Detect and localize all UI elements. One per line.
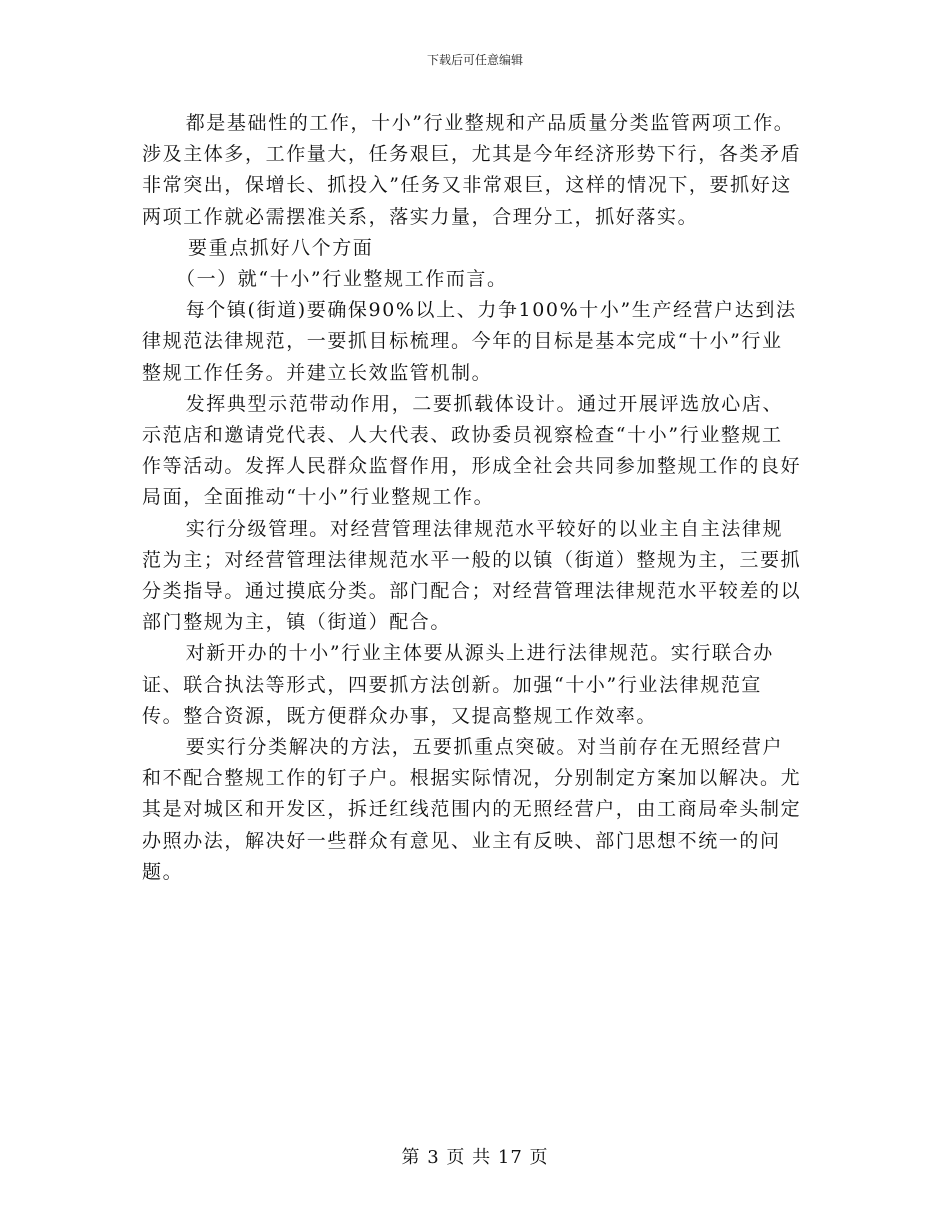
paragraph-intro: 都是基础性的工作，十小”行业整规和产品质量分类监管两项工作。涉及主体多，工作量大，任务艰巨，尤其是今年经济形势下行，各类矛盾非常突出，保增长、抓投入”任务又非常艰巨，这样的情况下，要抓好这两项工作就必需摆准关系，落实力量，合理分工，抓好落实。: [142, 112, 802, 228]
document-body: [142, 108, 802, 888]
page-header: 下载后可任意编辑: [426, 53, 523, 67]
paragraph-classification: 实行分级管理。对经营管理法律规范水平较好的以业主自主法律规范为主；对经营管理法律规范水平一般的以镇（街道）整规为主，三要抓分类指导。通过摸底分类。部门配合；对经营管理法律规范水平较差的以部门整规为主，镇（街道）配合。: [142, 517, 802, 634]
paragraph-method: 对新开办的十小”行业主体要从源头上进行法律规范。实行联合办证、联合执法等形式，四要抓方法创新。加强“十小”行业法律规范宣传。整合资源，既方便群众办事，又提高整规工作效率。: [142, 642, 774, 727]
current-page-number: 3: [427, 1147, 440, 1168]
footer-page-word: 页: [446, 1147, 466, 1168]
page-footer: [0, 1146, 950, 1170]
subsection-heading: （一）就“十小”行业整规工作而言。: [176, 268, 508, 291]
paragraph-target: 每个镇(街道)要确保90%以上、力争100%十小”生产经营户达到法律规范法律规范，一要抓目标梳理。今年的目标是基本完成“十小”行业整规工作任务。并建立长效监管机制。: [142, 299, 797, 384]
footer-suffix: 页: [529, 1147, 549, 1168]
paragraph-breakthrough: 要实行分类解决的方法，五要抓重点突破。对当前存在无照经营户和不配合整规工作的钉子户。根据实际情况，分别制定方案加以解决。尤其是对城区和开发区，拆迁红线范围内的无照经营户，由工商局牵头制定办照办法，解决好一些群众有意见、业主有反映、部门思想不统一的问题。: [142, 736, 802, 883]
footer-prefix: 第: [401, 1147, 421, 1168]
paragraph-carrier: 发挥典型示范带动作用，二要抓载体设计。通过开展评选放心店、示范店和邀请党代表、人大代表、政协委员视察检查“十小”行业整规工作等活动。发挥人民群众监督作用，形成全社会共同参加整规工作的良好局面，全面推动“十小”行业整规工作。: [142, 392, 802, 509]
section-heading: 要重点抓好八个方面: [188, 236, 374, 259]
total-page-count: 17: [497, 1147, 523, 1168]
footer-total-word: 共: [472, 1147, 492, 1168]
